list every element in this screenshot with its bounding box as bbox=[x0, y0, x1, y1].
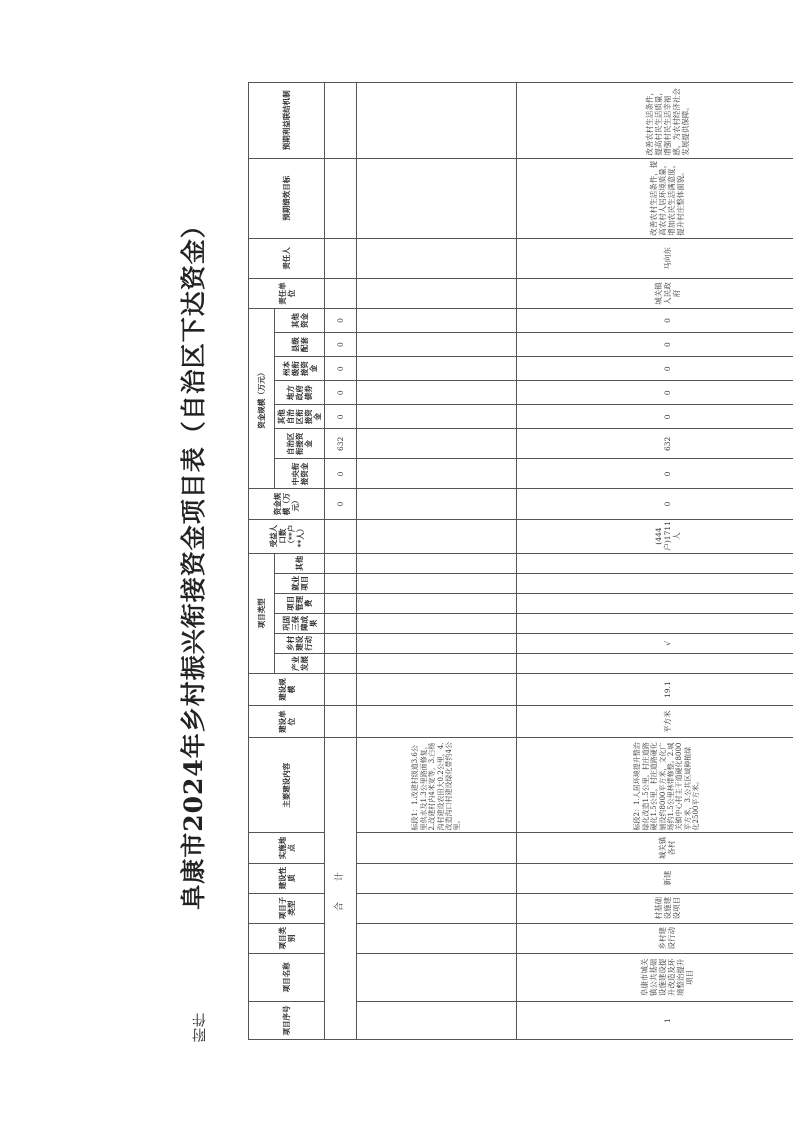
header-fund-scale: 资金规模（万元） bbox=[249, 489, 325, 519]
row-local-bond bbox=[357, 381, 517, 405]
row-seq bbox=[357, 1001, 517, 1039]
total-beneficiaries bbox=[325, 519, 357, 553]
header-industry: 产业发展 bbox=[275, 653, 325, 673]
row-central bbox=[357, 459, 517, 489]
row-other-autonomous: 0 bbox=[517, 405, 793, 429]
row-resp-person bbox=[357, 238, 517, 278]
row-county bbox=[357, 333, 517, 357]
row-other-type bbox=[517, 553, 793, 573]
total-resp-unit bbox=[325, 278, 357, 308]
row-local-bond: 0 bbox=[517, 381, 793, 405]
header-prefecture-fund: 州本级衔接资金 bbox=[275, 357, 325, 381]
header-project-type: 项目类型 bbox=[249, 553, 275, 673]
total-unit bbox=[325, 706, 357, 738]
attachment-label: 附件 bbox=[192, 1012, 208, 1042]
total-industry bbox=[325, 653, 357, 673]
total-local-bond: 0 bbox=[325, 381, 357, 405]
row-autonomous bbox=[357, 429, 517, 459]
header-unit: 建设单位 bbox=[249, 706, 325, 738]
row-scale bbox=[357, 673, 517, 705]
header-central-fund: 中央衔接资金 bbox=[275, 459, 325, 489]
header-fund-group: 资金规模（万元） bbox=[249, 308, 275, 489]
header-location: 实施地点 bbox=[249, 833, 325, 863]
row-benefit bbox=[357, 83, 517, 159]
row-central: 0 bbox=[517, 459, 793, 489]
total-row bbox=[325, 83, 357, 1040]
total-performance bbox=[325, 158, 357, 238]
row-unit: 平方米 bbox=[517, 706, 793, 738]
row-industry bbox=[517, 653, 793, 673]
total-county: 0 bbox=[325, 333, 357, 357]
total-mgmt bbox=[325, 593, 357, 613]
row-nature bbox=[357, 863, 517, 893]
row-employment bbox=[517, 573, 793, 593]
total-resp-person bbox=[325, 238, 357, 278]
table-row bbox=[517, 83, 793, 1040]
row-benefit: 改善农村生活条件，提高村民生活质量，增强村民生活幸福感，为农村经济社会发展提供保障。 bbox=[517, 83, 793, 159]
header-county-fund: 县级配套 bbox=[275, 333, 325, 357]
header-management-fee: 项目管理费 bbox=[275, 593, 325, 613]
header-name: 项目名称 bbox=[249, 953, 325, 1001]
header-resp-unit: 责任单位 bbox=[249, 278, 325, 308]
header-performance: 预期绩效目标 bbox=[249, 158, 325, 238]
header-seq: 项目序号 bbox=[249, 1001, 325, 1039]
row-autonomous: 632 bbox=[517, 429, 793, 459]
total-fund-scale: 0 bbox=[325, 489, 357, 519]
total-scale bbox=[325, 673, 357, 705]
total-consolidation bbox=[325, 613, 357, 633]
rotated-document bbox=[172, 82, 793, 1040]
total-other bbox=[325, 553, 357, 573]
header-local-bond: 地方政府债券 bbox=[275, 381, 325, 405]
row-prefecture: 0 bbox=[517, 357, 793, 381]
row-beneficiaries bbox=[357, 519, 517, 553]
table-row bbox=[357, 83, 517, 1040]
row-industry bbox=[357, 653, 517, 673]
row-name bbox=[357, 953, 517, 1001]
row-resp-unit: 城关镇人民政府 bbox=[517, 278, 793, 308]
row-scale: 19.1 bbox=[517, 673, 793, 705]
header-scale: 建设规模 bbox=[249, 673, 325, 705]
header-consolidation: 巩固三保障成果 bbox=[275, 613, 325, 633]
header-subcategory: 项目子类型 bbox=[249, 893, 325, 923]
row-mgmt bbox=[517, 593, 793, 613]
row-fund-scale: 0 bbox=[517, 489, 793, 519]
header-benefit: 预期利益联结机制 bbox=[249, 83, 325, 159]
total-benefit bbox=[325, 83, 357, 159]
row-name: 阜康市城关镇公共基础设施建设提升改造及环境整治提升项目 bbox=[517, 953, 793, 1001]
header-other-autonomous-fund: 其他自治区衔接资金 bbox=[275, 405, 325, 429]
total-central: 0 bbox=[325, 459, 357, 489]
header-autonomous-fund: 自治区衔接资金 bbox=[275, 429, 325, 459]
total-other-autonomous: 0 bbox=[325, 405, 357, 429]
header-rural-construction: 乡村建设行动 bbox=[275, 633, 325, 653]
header-row-1 bbox=[249, 83, 275, 1040]
total-employment bbox=[325, 573, 357, 593]
header-category: 项目类别 bbox=[249, 923, 325, 953]
total-autonomous: 632 bbox=[325, 429, 357, 459]
row-resp-unit bbox=[357, 278, 517, 308]
header-employment: 就业项目 bbox=[275, 573, 325, 593]
row-resp-person: 马向东 bbox=[517, 238, 793, 278]
row-performance bbox=[357, 158, 517, 238]
row-nature: 新建 bbox=[517, 863, 793, 893]
row-other-fund bbox=[357, 308, 517, 332]
row-content: 标段1：1.改建村级道3.6公里供水及1.3公里路面修复，2.改建村内4米宽等，3.白杨沟村建设农田大0.2公里，4.改造沟口村建设绿化带约4公里。 bbox=[357, 738, 517, 833]
row-county: 0 bbox=[517, 333, 793, 357]
row-category bbox=[357, 923, 517, 953]
header-nature: 建设性质 bbox=[249, 863, 325, 893]
row-rural: √ bbox=[517, 633, 793, 653]
row-seq: 1 bbox=[517, 1001, 793, 1039]
project-table bbox=[248, 82, 793, 1040]
row-beneficiaries: (444户)1711人 bbox=[517, 519, 793, 553]
row-consolidation bbox=[517, 613, 793, 633]
total-rural bbox=[325, 633, 357, 653]
total-label: 合 计 bbox=[325, 738, 357, 1040]
row-subcategory bbox=[357, 893, 517, 923]
header-content: 主要建设内容 bbox=[249, 738, 325, 833]
row-location bbox=[357, 833, 517, 863]
row-rural bbox=[357, 633, 517, 653]
row-other-fund: 0 bbox=[517, 308, 793, 332]
row-mgmt bbox=[357, 593, 517, 613]
row-subcategory: 村基础设施建设项目 bbox=[517, 893, 793, 923]
row-other-type bbox=[357, 553, 517, 573]
header-other-type: 其他 bbox=[275, 553, 325, 573]
header-beneficiaries: 受益人口数（**户**人） bbox=[249, 519, 325, 553]
row-prefecture bbox=[357, 357, 517, 381]
row-unit bbox=[357, 706, 517, 738]
row-category: 乡村建设行动 bbox=[517, 923, 793, 953]
row-content: 标段2：1.人居环境提升整治绿化改造1.5公里，村庄道路硬化1.5公里，村庄道路硬化铺设约8000平方米，文化广场约1.5公里林带修整。2.城关镇中心村主干道硬化8000平方米，3.公共区域种植绿化2500平方米。 bbox=[517, 738, 793, 833]
total-prefecture: 0 bbox=[325, 357, 357, 381]
row-fund-scale bbox=[357, 489, 517, 519]
document-title: 阜康市2024年乡村振兴衔接资金项目表（自治区下达资金） bbox=[179, 212, 208, 910]
header-resp-person: 责任人 bbox=[249, 238, 325, 278]
row-employment bbox=[357, 573, 517, 593]
row-performance: 改善农村生活条件，提高农村人居环境质量，增加农民生活满意度，提升村庄整体面貌。 bbox=[517, 158, 793, 238]
row-consolidation bbox=[357, 613, 517, 633]
row-location: 城关镇各村 bbox=[517, 833, 793, 863]
row-other-autonomous bbox=[357, 405, 517, 429]
total-other-fund: 0 bbox=[325, 308, 357, 332]
header-other-fund: 其他资金 bbox=[275, 308, 325, 332]
